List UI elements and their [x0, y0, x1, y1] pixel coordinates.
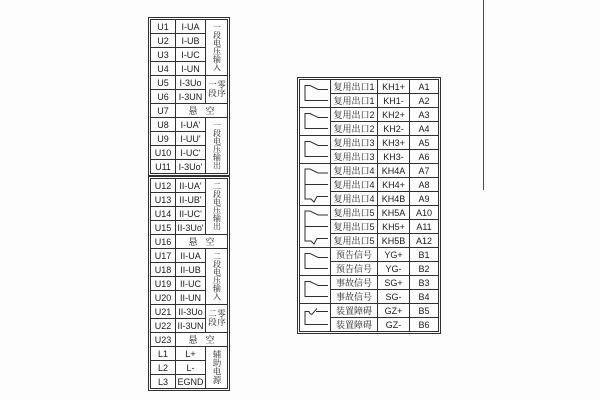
- table-row: [300, 248, 439, 262]
- terminal-number-cell: A10: [410, 206, 439, 220]
- group-label-cell: [206, 347, 228, 389]
- signal-cell: I-UA': [176, 118, 206, 132]
- relay-nc-contact-icon: [300, 304, 331, 332]
- group-label: 一段零序: [207, 80, 227, 97]
- table-row: [300, 164, 439, 178]
- signal-cell: II-UA': [176, 179, 206, 193]
- terminal-id-cell: U22: [151, 319, 176, 333]
- terminal-id-cell: U19: [151, 277, 176, 291]
- terminal-id-cell: U7: [151, 104, 176, 118]
- output-name-cell: 复用出口5: [331, 234, 378, 248]
- floating-cell: 悬空: [176, 104, 228, 118]
- signal-cell: KH2+: [378, 108, 410, 122]
- signal-cell: I-UC': [176, 146, 206, 160]
- terminal-id-cell: U15: [151, 221, 176, 235]
- table-row: [151, 305, 228, 319]
- signal-cell: I-UA: [176, 20, 206, 34]
- output-name-cell: 复用出口2: [331, 122, 378, 136]
- page-edge-line: [483, 0, 484, 190]
- group-label: 二段电压输出: [212, 181, 222, 230]
- signal-cell: II-UN: [176, 291, 206, 305]
- terminal-id-cell: U1: [151, 20, 176, 34]
- terminal-id-cell: U10: [151, 146, 176, 160]
- table-row: [300, 276, 439, 290]
- terminal-number-cell: A4: [410, 122, 439, 136]
- signal-cell: I-UN: [176, 62, 206, 76]
- group-label-cell: [206, 20, 228, 76]
- signal-cell: KH3-: [378, 150, 410, 164]
- table-row: [300, 304, 439, 318]
- output-name-cell: 复用出口4: [331, 164, 378, 178]
- terminal-number-cell: A7: [410, 164, 439, 178]
- signal-cell: II-UB: [176, 263, 206, 277]
- relay-changeover-contact-icon: [300, 206, 331, 248]
- signal-cell: SG-: [378, 290, 410, 304]
- signal-cell: II-UA: [176, 249, 206, 263]
- signal-cell: I-3Uo: [176, 76, 206, 90]
- signal-cell: I-UB: [176, 34, 206, 48]
- table-row: [151, 179, 228, 193]
- output-name-cell: 复用出口1: [331, 94, 378, 108]
- terminal-number-cell: B6: [410, 318, 439, 332]
- terminal-number-cell: B4: [410, 290, 439, 304]
- signal-cell: I-UC: [176, 48, 206, 62]
- table-row: [151, 347, 228, 361]
- voltage-terminal-table-2: [148, 176, 230, 391]
- table-row: [151, 76, 228, 90]
- terminal-id-cell: U3: [151, 48, 176, 62]
- signal-cell: II-3Uo: [176, 305, 206, 319]
- table-row: [151, 104, 228, 118]
- group-label: 辅助电源: [212, 349, 222, 384]
- terminal-number-cell: B2: [410, 262, 439, 276]
- group-label-cell: [206, 179, 228, 235]
- table-row: [300, 206, 439, 220]
- signal-cell: I-UU': [176, 132, 206, 146]
- table-row: [300, 80, 439, 94]
- group-label-cell: [206, 118, 228, 174]
- terminal-number-cell: A8: [410, 178, 439, 192]
- group-label: 二段电压输入: [212, 251, 222, 300]
- terminal-id-cell: U6: [151, 90, 176, 104]
- table-row: [300, 136, 439, 150]
- signal-cell: KH2-: [378, 122, 410, 136]
- terminal-id-cell: U13: [151, 193, 176, 207]
- terminal-id-cell: U14: [151, 207, 176, 221]
- output-name-cell: 复用出口4: [331, 178, 378, 192]
- signal-cell: KH1+: [378, 80, 410, 94]
- output-name-cell: 预告信号: [331, 248, 378, 262]
- signal-cell: KH1-: [378, 94, 410, 108]
- output-name-cell: 复用出口3: [331, 136, 378, 150]
- terminal-id-cell: U5: [151, 76, 176, 90]
- signal-cell: KH4A: [378, 164, 410, 178]
- terminal-id-cell: U20: [151, 291, 176, 305]
- group-label: 一段电压输入: [212, 22, 222, 71]
- terminal-number-cell: B5: [410, 304, 439, 318]
- terminal-id-cell: L1: [151, 347, 176, 361]
- floating-cell: 悬空: [176, 333, 228, 347]
- terminal-id-cell: U2: [151, 34, 176, 48]
- relay-no-contact-icon: [300, 276, 331, 304]
- terminal-number-cell: A6: [410, 150, 439, 164]
- terminal-id-cell: U18: [151, 263, 176, 277]
- signal-cell: KH5+: [378, 220, 410, 234]
- signal-cell: KH5B: [378, 234, 410, 248]
- signal-cell: II-3UN: [177, 320, 204, 331]
- output-name-cell: 复用出口5: [331, 206, 378, 220]
- terminal-number-cell: A5: [410, 136, 439, 150]
- terminal-number-cell: A3: [410, 108, 439, 122]
- relay-no-contact-icon: [300, 108, 331, 136]
- output-contact-table: [297, 77, 441, 334]
- terminal-number-cell: A11: [410, 220, 439, 234]
- output-name-cell: 复用出口2: [331, 108, 378, 122]
- output-name-cell: 复用出口1: [331, 80, 378, 94]
- signal-cell: II-UB': [176, 193, 206, 207]
- terminal-number-cell: A2: [410, 94, 439, 108]
- terminal-id-cell: U21: [151, 305, 176, 319]
- terminal-number-cell: A9: [410, 192, 439, 206]
- signal-cell: SG+: [378, 276, 410, 290]
- terminal-id-cell: U16: [151, 235, 176, 249]
- signal-cell: KH5A: [378, 206, 410, 220]
- table-row: [151, 249, 228, 263]
- output-name-cell: 复用出口5: [331, 220, 378, 234]
- output-name-cell: 复用出口3: [331, 150, 378, 164]
- signal-cell: EGND: [177, 376, 204, 387]
- signal-cell: I-3UN: [176, 90, 206, 104]
- signal-cell: I-3Uo': [176, 160, 206, 174]
- voltage-terminal-table-1: [148, 17, 230, 176]
- terminal-number-cell: B3: [410, 276, 439, 290]
- terminal-id-cell: U17: [151, 249, 176, 263]
- group-label-cell: [206, 76, 228, 104]
- signal-cell: II-UC: [176, 277, 206, 291]
- group-label-cell: [206, 305, 228, 333]
- output-name-cell: 装置障碍: [331, 318, 378, 332]
- signal-cell: GZ-: [378, 318, 410, 332]
- signal-cell: KH3+: [378, 136, 410, 150]
- relay-no-contact-icon: [300, 136, 331, 164]
- signal-cell: L+: [176, 347, 206, 361]
- terminal-number-cell: B1: [410, 248, 439, 262]
- terminal-id-cell: L2: [151, 361, 176, 375]
- signal-cell: YG+: [378, 248, 410, 262]
- signal-cell: II-UC': [176, 207, 206, 221]
- terminal-id-cell: U4: [151, 62, 176, 76]
- output-name-cell: 事故信号: [331, 290, 378, 304]
- group-label: 二段零序: [207, 309, 227, 326]
- relay-no-contact-icon: [300, 80, 331, 108]
- terminal-number-cell: A1: [410, 80, 439, 94]
- relay-no-contact-icon: [300, 248, 331, 276]
- table-row: [300, 108, 439, 122]
- terminal-id-cell: U9: [151, 132, 176, 146]
- signal-cell: L-: [176, 361, 206, 375]
- table-row: [151, 118, 228, 132]
- group-label-cell: [206, 249, 228, 305]
- output-name-cell: 事故信号: [331, 276, 378, 290]
- signal-cell: KH4B: [378, 192, 410, 206]
- terminal-id-cell: U11: [151, 160, 176, 174]
- relay-changeover-contact-icon: [300, 164, 331, 206]
- table-row: [151, 235, 228, 249]
- terminal-id-cell: U12: [151, 179, 176, 193]
- signal-cell: YG-: [378, 262, 410, 276]
- group-label: 一段电压输出: [212, 120, 222, 169]
- output-name-cell: 预告信号: [331, 262, 378, 276]
- signal-cell: KH4+: [378, 178, 410, 192]
- table-row: [151, 20, 228, 34]
- terminal-id-cell: U8: [151, 118, 176, 132]
- terminal-id-cell: L3: [151, 375, 176, 389]
- table-row: [151, 333, 228, 347]
- output-name-cell: 装置障碍: [331, 304, 378, 318]
- floating-cell: 悬空: [176, 235, 228, 249]
- terminal-number-cell: A12: [410, 234, 439, 248]
- signal-cell: GZ+: [378, 304, 410, 318]
- output-name-cell: 复用出口4: [331, 192, 378, 206]
- terminal-id-cell: U23: [151, 333, 176, 347]
- signal-cell: II-3Uo': [177, 222, 204, 233]
